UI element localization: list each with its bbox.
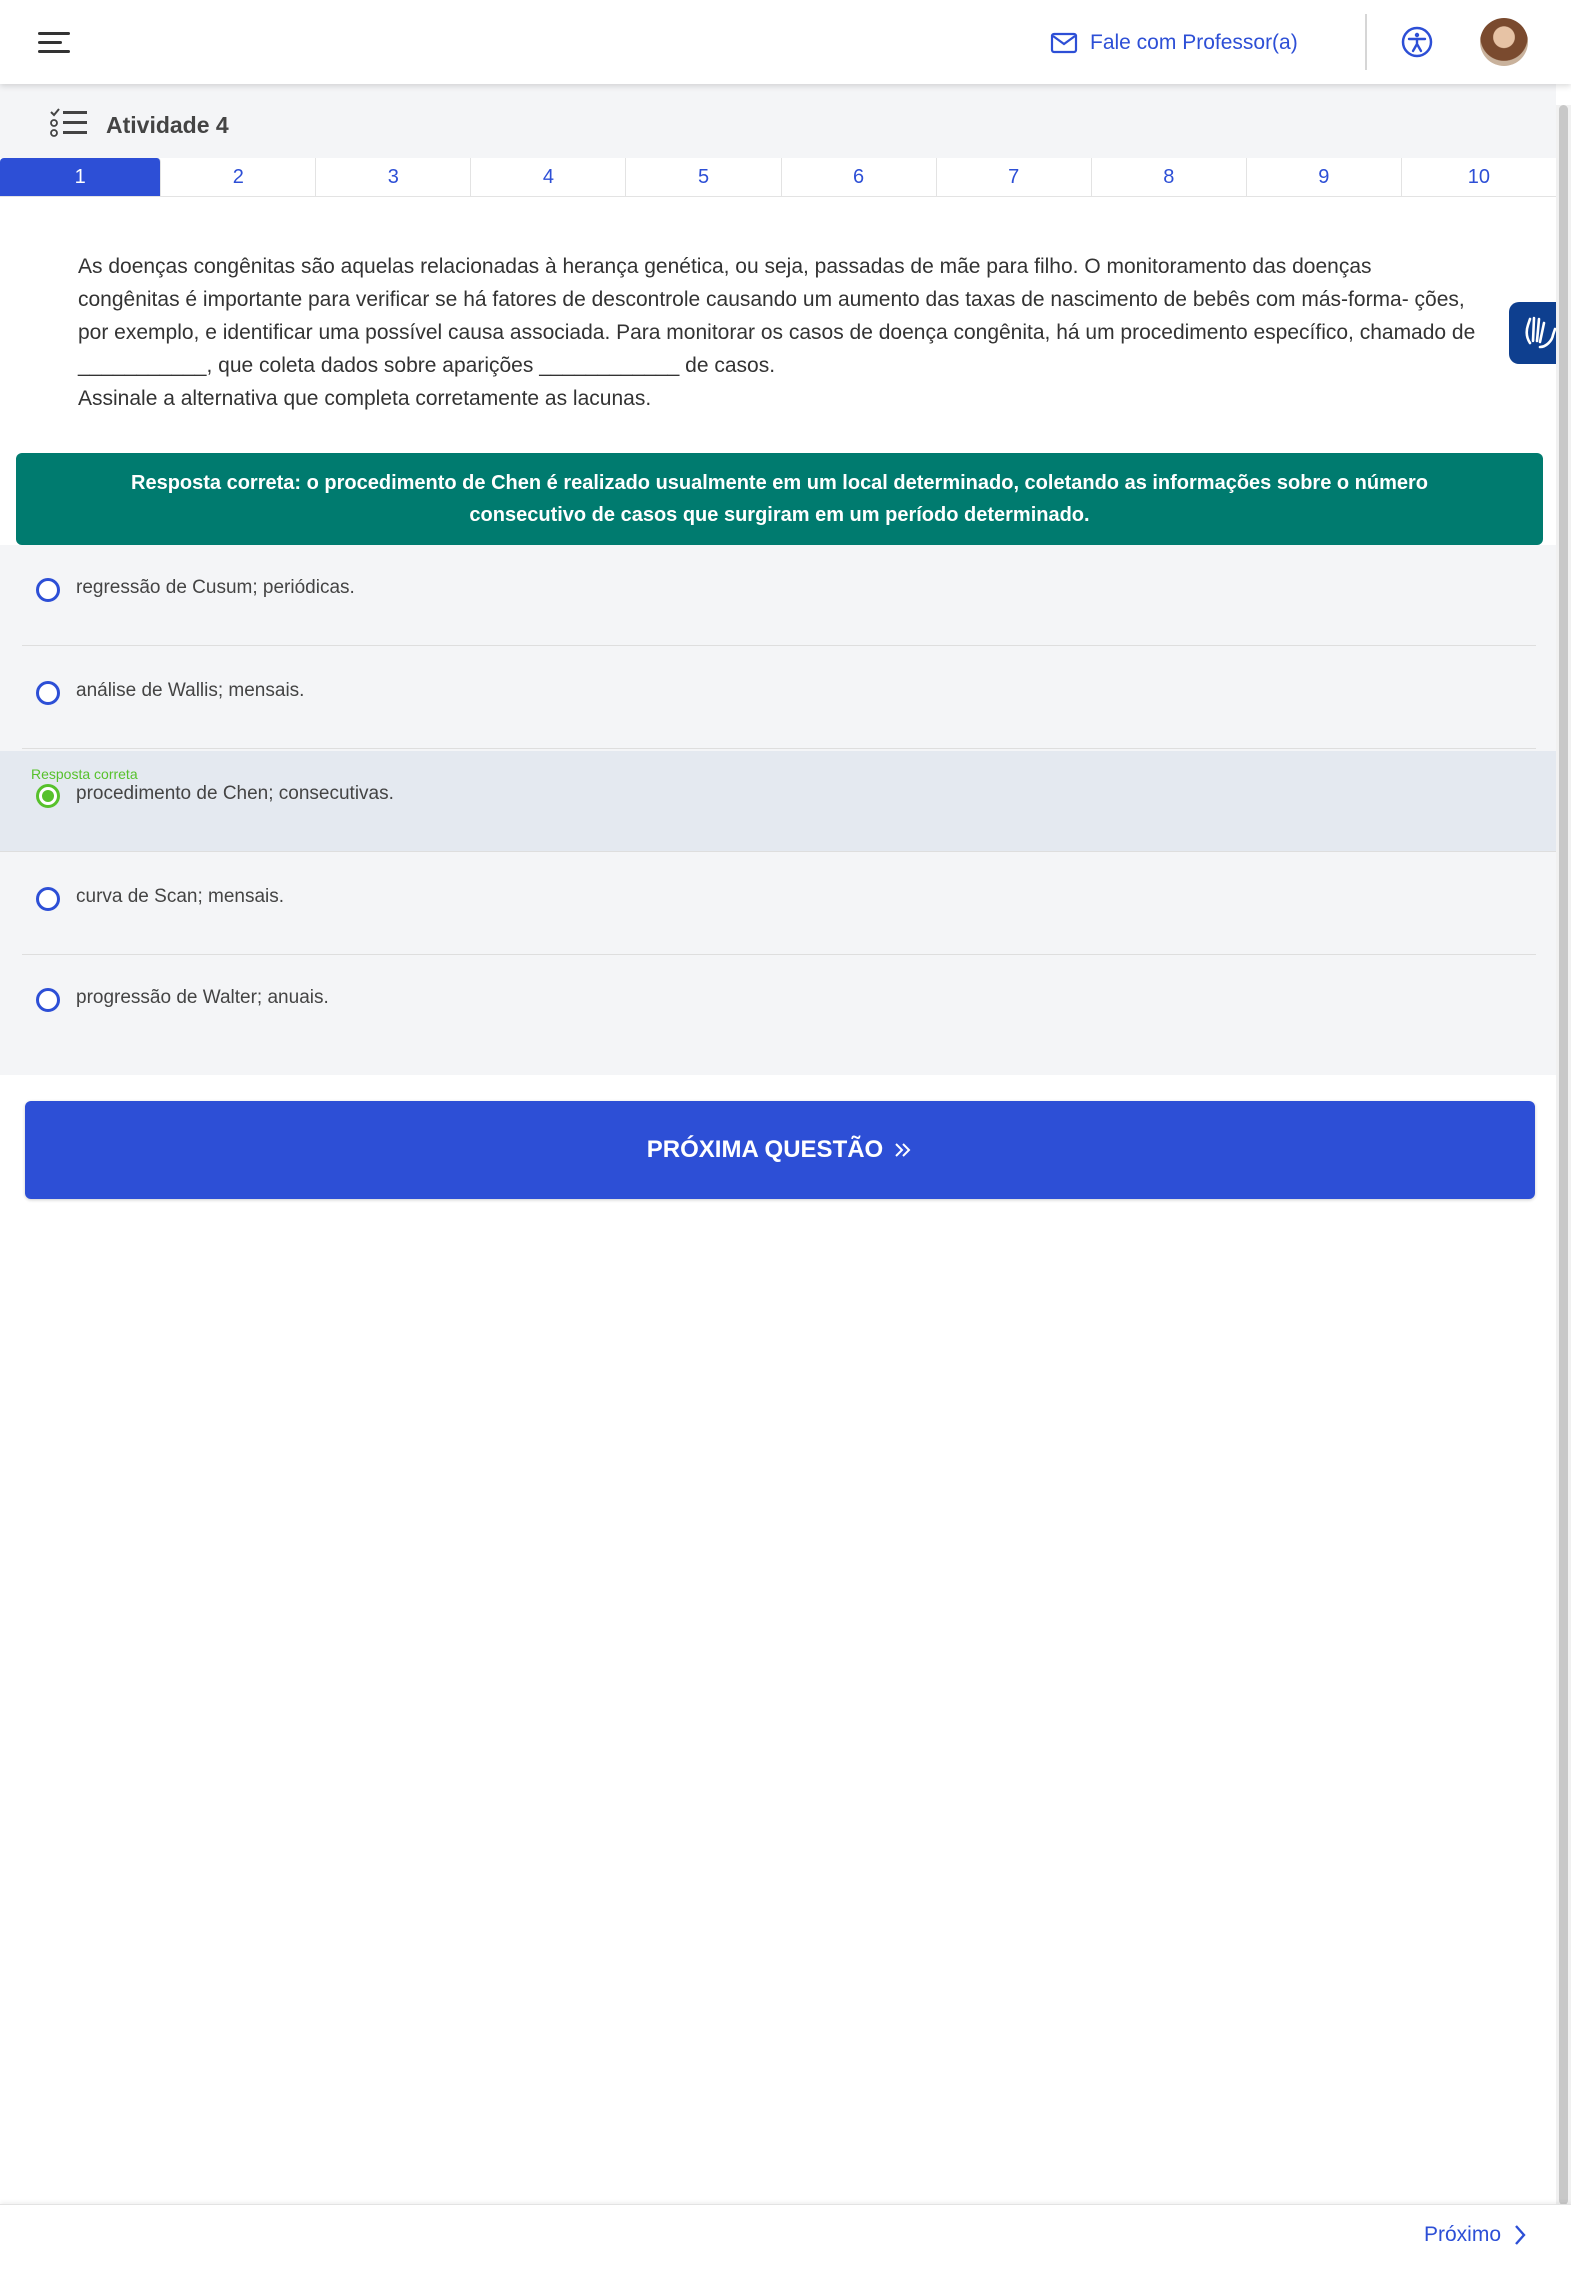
checklist-icon: [50, 108, 88, 138]
radio-option-d[interactable]: [36, 887, 60, 911]
double-chevron-right-icon: [893, 1140, 913, 1160]
contact-teacher-label: Fale com Professor(a): [1090, 31, 1298, 54]
next-question-button[interactable]: [25, 1101, 1535, 1199]
mail-icon: [1050, 32, 1078, 54]
feedback-text: Resposta correta: o procedimento de Chen é realizado usualmente em um local determinado, coletando as informações sobre o número consecutivo de casos que surgiram em um período determinado.: [131, 472, 1428, 526]
option-c-label: procedimento de Chen; consecutivas.: [76, 783, 394, 804]
feedback-banner: [16, 453, 1543, 545]
tab-question-9[interactable]: 9: [1247, 158, 1402, 196]
contact-teacher-link[interactable]: [1050, 28, 1298, 58]
tab-question-8[interactable]: 8: [1092, 158, 1247, 196]
radio-option-e[interactable]: [36, 988, 60, 1012]
tab-question-6[interactable]: 6: [782, 158, 937, 196]
footer-bar: [0, 2204, 1571, 2270]
option-a[interactable]: [22, 545, 1536, 646]
option-a-label: regressão de Cusum; periódicas.: [76, 577, 355, 598]
user-avatar[interactable]: [1480, 18, 1528, 66]
tab-question-7[interactable]: 7: [937, 158, 1092, 196]
header-divider: [1365, 14, 1367, 70]
scrollbar-thumb[interactable]: [1559, 105, 1568, 2205]
option-c[interactable]: [0, 751, 1556, 852]
option-b[interactable]: [22, 648, 1536, 749]
tab-question-3[interactable]: 3: [316, 158, 471, 196]
hamburger-menu-icon[interactable]: [38, 30, 70, 56]
question-statement: [78, 250, 1478, 415]
option-e-label: progressão de Walter; anuais.: [76, 987, 329, 1008]
option-d[interactable]: [22, 854, 1536, 955]
activity-title: Atividade 4: [106, 112, 229, 138]
question-text: As doenças congênitas são aquelas relacionadas à herança genética, ou seja, passadas de mãe para filho. O monitoramento das doenças congênitas é importante para verificar se há fatores de descontrole causando um aumento das taxas de nascimento de bebês com más-forma- ções, por exemplo, e identificar uma possível causa associada. Para monitorar os casos de doença congênita, há um procedimento específico, chamado de ___________, que coleta dados sobre aparições ____________ de casos.: [78, 255, 1476, 377]
option-e[interactable]: [22, 955, 1536, 1055]
question-instruction: Assinale a alternativa que completa corretamente as lacunas.: [78, 387, 652, 410]
tab-question-5[interactable]: 5: [626, 158, 781, 196]
question-tabs: [0, 158, 1556, 197]
accessibility-icon[interactable]: [1400, 25, 1434, 59]
option-d-label: curva de Scan; mensais.: [76, 886, 285, 907]
tab-question-1[interactable]: 1: [0, 158, 161, 196]
answer-options: [0, 545, 1556, 1075]
footer-next-link[interactable]: [1424, 2223, 1527, 2247]
radio-option-b[interactable]: [36, 681, 60, 705]
radio-option-c[interactable]: [36, 784, 60, 808]
radio-option-a[interactable]: [36, 578, 60, 602]
correct-answer-tag: Resposta correta: [31, 766, 138, 782]
page-scrollbar[interactable]: [1556, 105, 1571, 2210]
footer-next-label: Próximo: [1424, 2223, 1502, 2246]
next-question-label: PRÓXIMA QUESTÃO: [646, 1136, 884, 1163]
sign-language-hands-icon: [1520, 313, 1560, 353]
tab-question-10[interactable]: 10: [1467, 166, 1491, 188]
chevron-right-icon: [1513, 2224, 1527, 2246]
activity-header: [0, 84, 1556, 158]
tab-question-4[interactable]: 4: [471, 158, 626, 196]
option-b-label: análise de Wallis; mensais.: [76, 680, 305, 701]
tab-question-2[interactable]: 2: [161, 158, 316, 196]
top-bar: [0, 0, 1571, 84]
